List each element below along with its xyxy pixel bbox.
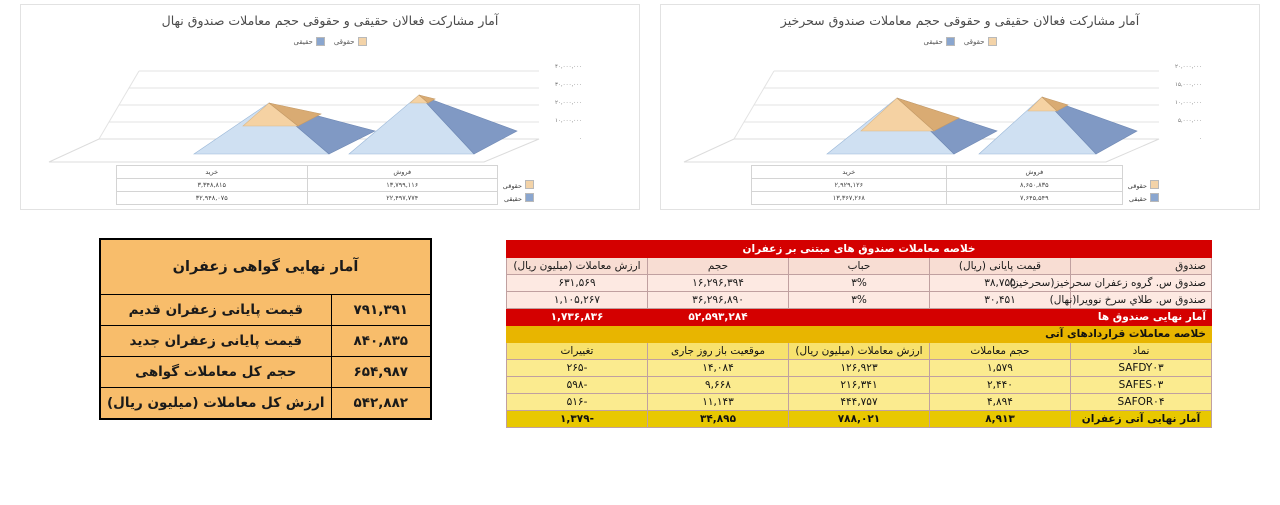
funds-total-row (507, 309, 1212, 326)
series-swatch-icon (1150, 180, 1159, 189)
axis-tick: ۳۰,۰۰۰,۰۰۰ (555, 82, 583, 88)
cert-label-old-price: قیمت پایانی زعفران قدیم (100, 295, 331, 326)
row-header-hoghoughi (498, 179, 537, 192)
series-swatch-icon (525, 193, 534, 202)
axis-tick: ۰ (1199, 136, 1203, 142)
cert-label-total-value: ارزش کل معاملات (میلیون ریال) (100, 388, 331, 420)
futures-total-open-interest: ۳۴,۸۹۵ (648, 411, 789, 428)
legend-swatch-icon (358, 37, 367, 46)
chart-legend-saharkhiz (661, 37, 1259, 46)
corner-cell (498, 166, 537, 179)
legend-item-hoghoughi (334, 37, 367, 46)
futures-header-row (507, 343, 1212, 360)
column-header-fravsh: فروش (307, 166, 498, 179)
legend-swatch-icon (316, 37, 325, 46)
futures-volume: ۱,۵۷۹ (930, 360, 1071, 377)
funds-header-volume: حجم (648, 258, 789, 275)
cert-label-total-volume: حجم کل معاملات گواهی (100, 357, 331, 388)
chart-plot-nahal (21, 53, 639, 163)
row-header-haghighi (498, 192, 537, 205)
row-header-haghighi (1123, 192, 1162, 205)
axis-tick: ۱۰,۰۰۰,۰۰۰ (555, 118, 583, 124)
cert-value-new-price: ۸۴۰,۸۳۵ (331, 326, 431, 357)
axis-tick: ۰ (579, 136, 583, 142)
funds-total-value: ۱,۷۳۶,۸۳۶ (507, 309, 648, 326)
chart-data-table-nahal (116, 165, 536, 205)
chart-card-nahal (20, 4, 640, 210)
futures-total-volume: ۸,۹۱۳ (930, 411, 1071, 428)
table-header-row (117, 166, 537, 179)
fund-name: صندوق س. طلاي سرخ نوويرا(نهال) (1071, 292, 1212, 309)
funds-header-price: قیمت پایانی (ریال) (930, 258, 1071, 275)
futures-header-open-interest: موقعیت باز روز جاری (648, 343, 789, 360)
series-swatch-icon (525, 180, 534, 189)
chart-legend-nahal (21, 37, 639, 46)
funds-header-row (507, 258, 1212, 275)
legend-item-haghighi (923, 37, 954, 46)
fund-value: ۱,۱۰۵,۲۶۷ (507, 292, 648, 309)
futures-symbol: SAFES۰۳ (1071, 377, 1212, 394)
cell-value: ۱۳,۷۹۹,۱۱۶ (307, 179, 498, 192)
table-row (100, 295, 431, 326)
futures-symbol: SAFOR۰۴ (1071, 394, 1212, 411)
table-row (507, 394, 1212, 411)
fund-volume: ۳۶,۲۹۶,۸۹۰ (648, 292, 789, 309)
funds-header-fund: صندوق (1071, 258, 1212, 275)
fund-value: ۶۳۱,۵۶۹ (507, 275, 648, 292)
column-header-kharid: خرید (117, 166, 308, 179)
axis-tick: ۱۰,۰۰۰,۰۰۰ (1175, 100, 1203, 106)
row-label: حقوقی (502, 182, 522, 190)
pyramid-chart-svg (19, 53, 639, 165)
table-row (752, 192, 1162, 205)
corner-cell (1123, 166, 1162, 179)
legend-label: حقیقی (293, 37, 313, 46)
axis-tick: ۴۰,۰۰۰,۰۰۰ (555, 64, 583, 70)
chart-card-saharkhiz (660, 4, 1260, 210)
legend-label: حقوقی (963, 37, 985, 46)
table-row (100, 388, 431, 420)
funds-total-bubble (789, 309, 930, 326)
futures-banner-row (507, 326, 1212, 343)
funds-total-label: آمار نهایی صندوق ها (1071, 309, 1212, 326)
legend-item-haghighi (293, 37, 324, 46)
funds-banner-row (507, 241, 1212, 258)
cert-value-total-value: ۵۴۲,۸۸۲ (331, 388, 431, 420)
cell-value: ۸,۶۵۰,۸۳۵ (946, 179, 1122, 192)
axis-tick: ۲۰,۰۰۰,۰۰۰ (1175, 64, 1203, 70)
futures-total-changes: -۱,۳۷۹ (507, 411, 648, 428)
axis-tick: ۵,۰۰۰,۰۰۰ (1177, 118, 1203, 124)
fund-price: ۳۸,۷۵۵ (930, 275, 1071, 292)
chart-plot-saharkhiz (661, 53, 1259, 163)
row-label: حقیقی (504, 195, 522, 203)
futures-header-value: ارزش معاملات (میلیون ریال) (789, 343, 930, 360)
fund-price: ۳۰,۴۵۱ (930, 292, 1071, 309)
fund-bubble: ۳% (789, 275, 930, 292)
funds-header-value: ارزش معاملات (میلیون ریال) (507, 258, 648, 275)
fund-volume: ۱۶,۲۹۶,۳۹۴ (648, 275, 789, 292)
futures-total-row (507, 411, 1212, 428)
funds-total-volume: ۵۲,۵۹۳,۲۸۴ (648, 309, 789, 326)
table-row (752, 179, 1162, 192)
legend-swatch-icon (946, 37, 955, 46)
table-header-row (752, 166, 1162, 179)
table-row (117, 179, 537, 192)
chart-title-saharkhiz: آمار مشارکت فعالان حقیقی و حقوقی حجم معاملات صندوق سحرخیز (780, 13, 1140, 28)
table-row (117, 192, 537, 205)
futures-header-volume: حجم معاملات (930, 343, 1071, 360)
saffron-summary-table (506, 240, 1212, 428)
table-row (507, 292, 1212, 309)
cert-label-new-price: قیمت پایانی زعفران جدید (100, 326, 331, 357)
table-row (507, 377, 1212, 394)
futures-symbol: SAFDY۰۳ (1071, 360, 1212, 377)
cert-table-title: آمار نهایی گواهی زعفران (100, 239, 431, 295)
funds-header-bubble: حباب (789, 258, 930, 275)
futures-value: ۲۱۶,۳۴۱ (789, 377, 930, 394)
futures-total-label: آمار نهایی آتی زعفران (1071, 411, 1212, 428)
futures-total-value: ۷۸۸,۰۲۱ (789, 411, 930, 428)
fund-bubble: ۳% (789, 292, 930, 309)
axis-tick: ۲۰,۰۰۰,۰۰۰ (555, 100, 583, 106)
futures-value: ۱۲۶,۹۲۳ (789, 360, 930, 377)
table-row (507, 360, 1212, 377)
chart-data-table-saharkhiz (751, 165, 1161, 205)
futures-header-changes: تغییرات (507, 343, 648, 360)
cell-value: ۱۳,۳۶۷,۲۶۸ (752, 192, 947, 205)
futures-open-interest: ۱۴,۰۸۴ (648, 360, 789, 377)
table-row (100, 357, 431, 388)
cert-title-row (100, 239, 431, 295)
cell-value: ۳۲,۹۴۸,۰۷۵ (117, 192, 308, 205)
futures-volume: ۲,۴۴۰ (930, 377, 1071, 394)
chart-y-axis-nahal (555, 65, 582, 155)
futures-open-interest: ۹,۶۶۸ (648, 377, 789, 394)
cell-value: ۷,۶۴۵,۵۴۹ (946, 192, 1122, 205)
funds-banner-title: خلاصه معاملات صندوق های مبتنی بر زعفران (507, 241, 1212, 258)
table-row (507, 275, 1212, 292)
legend-item-hoghoughi (964, 37, 997, 46)
futures-value: ۴۴۴,۷۵۷ (789, 394, 930, 411)
column-header-fravsh: فروش (946, 166, 1122, 179)
futures-changes: -۵۱۶ (507, 394, 648, 411)
cert-value-total-volume: ۶۵۴,۹۸۷ (331, 357, 431, 388)
cell-value: ۲۲,۴۹۷,۷۷۴ (307, 192, 498, 205)
chart-y-axis-saharkhiz (1175, 65, 1202, 155)
futures-open-interest: ۱۱,۱۴۳ (648, 394, 789, 411)
row-label: حقیقی (1129, 195, 1147, 203)
cell-value: ۳,۳۴۸,۸۱۵ (117, 179, 308, 192)
cell-value: ۲,۹۲۹,۱۲۶ (752, 179, 947, 192)
futures-changes: -۲۶۵ (507, 360, 648, 377)
cert-value-old-price: ۷۹۱,۳۹۱ (331, 295, 431, 326)
axis-tick: ۱۵,۰۰۰,۰۰۰ (1175, 82, 1203, 88)
row-header-hoghoughi (1123, 179, 1162, 192)
futures-changes: -۵۹۸ (507, 377, 648, 394)
series-swatch-icon (1150, 193, 1159, 202)
futures-volume: ۴,۸۹۴ (930, 394, 1071, 411)
column-header-kharid: خرید (752, 166, 947, 179)
legend-label: حقیقی (923, 37, 943, 46)
chart-title-nahal: آمار مشارکت فعالان حقیقی و حقوقی حجم معاملات صندوق نهال (161, 13, 499, 28)
pyramid-chart-svg (659, 53, 1259, 165)
funds-total-price (930, 309, 1071, 326)
fund-name: صندوق س. گروه زعفران سحرخیز(سحرخیز) (1071, 275, 1212, 292)
table-row (100, 326, 431, 357)
legend-label: حقوقی (333, 37, 355, 46)
legend-swatch-icon (988, 37, 997, 46)
row-label: حقوقی (1127, 182, 1147, 190)
futures-banner-title: خلاصه معاملات قراردادهای آتی (507, 326, 1212, 343)
futures-header-symbol: نماد (1071, 343, 1212, 360)
certificate-summary-table (99, 238, 432, 420)
